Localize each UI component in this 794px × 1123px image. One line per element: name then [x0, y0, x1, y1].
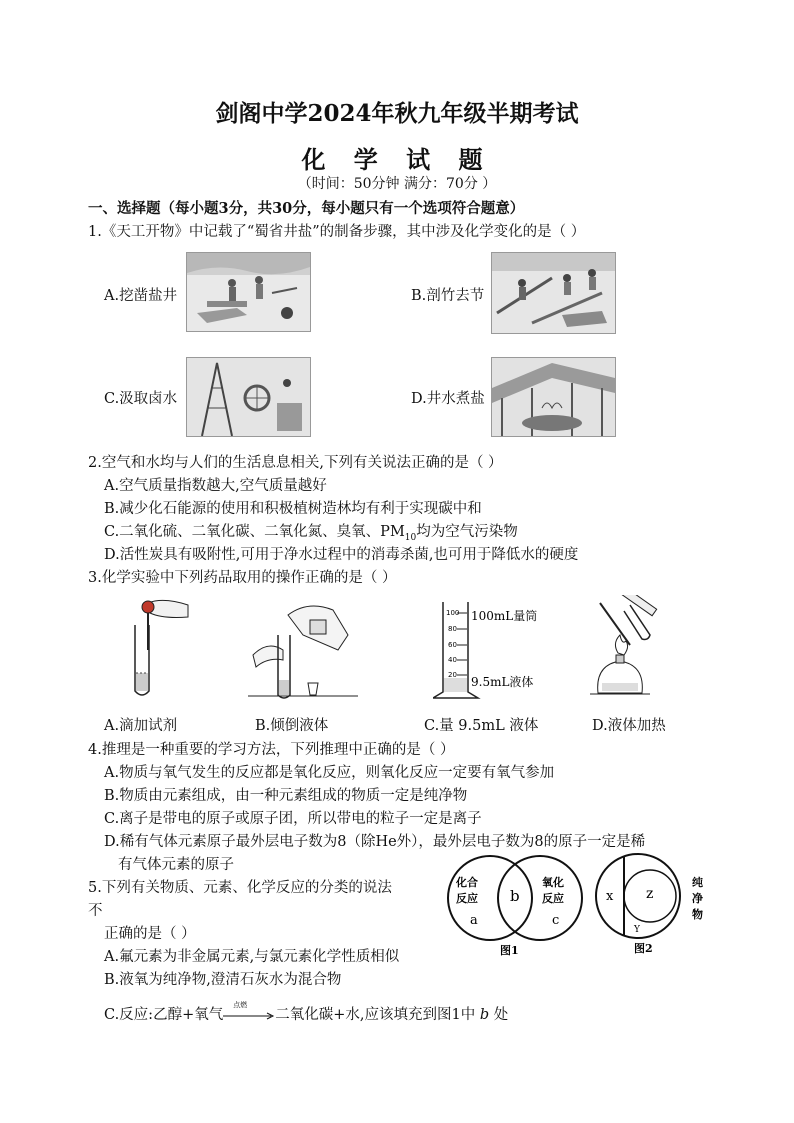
fig1-region-c: c [552, 913, 560, 928]
measuring-cylinder-figure [433, 598, 573, 703]
nested-circles-figure-2 [594, 852, 714, 959]
subject-title: 化 学 试 题 [301, 145, 493, 174]
fig2-region-y: Y [634, 925, 640, 935]
q2-option-a[interactable]: A.空气质量指数越大,空气质量越好 [104, 478, 327, 494]
q5-stem-end: 正确的是（ ） [104, 926, 196, 942]
q5-option-c-text: C.反应:乙醇+氧气 [104, 1007, 224, 1023]
bamboo-splitting-image [491, 252, 616, 334]
fig2-region-x: x [606, 889, 614, 904]
q5-option-b[interactable]: B.液氧为纯净物,澄清石灰水为混合物 [104, 972, 342, 988]
fig2-caption: 图2 [634, 942, 653, 955]
q4-option-b[interactable]: B.物质由元素组成，由一种元素组成的物质一定是纯净物 [104, 788, 468, 804]
q1-option-a[interactable]: A.挖凿盐井 [104, 288, 178, 304]
fig1-label-left-top: 化合 [456, 876, 478, 889]
fig1-label-left-bottom: 反应 [456, 892, 478, 905]
q2-option-d[interactable]: D.活性炭具有吸附性,可用于净水过程中的消毒杀菌,也可用于降低水的硬度 [104, 547, 579, 563]
exam-title: 剑阁中学2024年秋九年级半期考试 [215, 100, 579, 127]
salt-well-digging-image [186, 252, 311, 332]
pouring-liquid-figure [248, 595, 358, 705]
q2-option-c-tail: 均为空气污染物 [416, 524, 518, 540]
salt-boiling-image [491, 357, 616, 437]
fig2-region-z: z [646, 886, 654, 902]
brine-drawing-image [186, 357, 311, 437]
dropper-test-tube-figure [118, 595, 190, 705]
tick-40: 40 [448, 656, 457, 664]
q1-stem: 1.《天工开物》中记载了“蜀省井盐”的制备步骤，其中涉及化学变化的是（ ） [88, 224, 586, 240]
q5-option-c-tail: 二氧化碳+水,应该填充到图1中 [275, 1007, 476, 1023]
tick-20: 20 [448, 671, 457, 679]
q5-stem: 5.下列有关物质、元素、化学反应的分类的说法 [88, 880, 392, 896]
fig1-caption: 图1 [500, 944, 519, 957]
q3-stem: 3.化学实验中下列药品取用的操作正确的是（ ） [88, 570, 397, 586]
q5-option-a[interactable]: A.氟元素为非金属元素,与氯元素化学性质相似 [104, 949, 400, 965]
q2-stem: 2.空气和水均与人们的生活息息相关,下列有关说法正确的是（ ） [88, 455, 503, 471]
section-heading: 一、选择题（每小题3分，共30分，每小题只有一个选项符合题意） [88, 200, 525, 217]
q4-option-a[interactable]: A.物质与氧气发生的反应都是氧化反应，则氧化反应一定要有氧气参加 [104, 765, 555, 781]
q2-option-c-text: C.二氧化硫、二氧化碳、二氧化氮、臭氧、PM [104, 524, 405, 540]
q5-option-c-b: b [479, 1007, 490, 1023]
liquid-heating-figure [590, 595, 670, 705]
q1-option-d[interactable]: D.井水煮盐 [411, 391, 485, 407]
q2-option-b[interactable]: B.减少化石能源的使用和积极植树造林均有利于实现碳中和 [104, 501, 482, 517]
fig1-region-a: a [470, 913, 478, 928]
q4-stem: 4.推理是一种重要的学习方法，下列推理中正确的是（ ） [88, 742, 455, 758]
q3-option-a[interactable]: A.滴加试剂 [104, 718, 178, 734]
q5-option-c-end: 处 [493, 1007, 509, 1023]
reaction-condition: 点燃 [233, 1001, 248, 1009]
q3-option-d[interactable]: D.液体加热 [592, 718, 666, 734]
tick-100: 100 [446, 609, 460, 617]
q4-option-d[interactable]: D.稀有气体元素原子最外层电子数为8（除He外），最外层电子数为8的原子一定是稀 [104, 834, 646, 850]
liquid-label: 9.5mL液体 [471, 675, 534, 689]
q3-option-c[interactable]: C.量 9.5mL 液体 [424, 718, 539, 734]
q5-option-c[interactable] [104, 1003, 508, 1024]
fig1-label-right-bottom: 反应 [542, 892, 564, 905]
tick-60: 60 [448, 641, 457, 649]
q5-stem-cont: 不 [88, 903, 103, 919]
exam-info: （时间：50分钟 满分：70分 ） [297, 176, 497, 192]
tick-80: 80 [448, 625, 457, 633]
q2-option-c[interactable] [104, 520, 518, 543]
q2-option-c-sub: 10 [404, 532, 417, 543]
q1-option-c[interactable]: C.汲取卤水 [104, 391, 178, 407]
q1-option-b[interactable]: B.剖竹去节 [411, 288, 485, 304]
fig1-region-b: b [510, 887, 520, 905]
fig2-side-3: 物 [692, 908, 703, 921]
q4-option-d-cont: 有气体元素的原子 [118, 857, 234, 873]
q4-option-c[interactable]: C.离子是带电的原子或原子团，所以带电的粒子一定是离子 [104, 811, 482, 827]
reaction-arrow [223, 1001, 275, 1022]
venn-diagram-figure-1 [440, 854, 590, 959]
fig2-side-2: 净 [692, 892, 703, 905]
cylinder-label: 100mL量筒 [471, 609, 538, 623]
fig2-side-1: 纯 [692, 876, 703, 889]
q3-option-b[interactable]: B.倾倒液体 [255, 718, 329, 734]
fig1-label-right-top: 氧化 [542, 876, 564, 889]
